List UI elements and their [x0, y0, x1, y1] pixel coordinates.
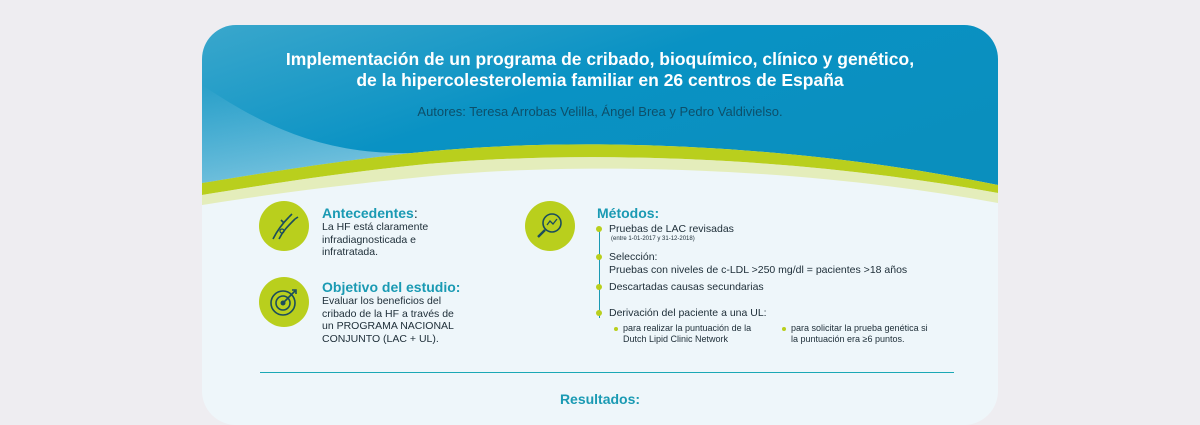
substep-dot [782, 327, 786, 331]
antecedentes-title [322, 205, 418, 221]
substep-2-text [791, 323, 928, 345]
objetivo-line: Evaluar los beneficios del [322, 295, 442, 307]
step-2-text: Selección: [609, 251, 658, 263]
section-divider [260, 372, 954, 373]
antecedentes-line: infradiagnosticada e [322, 233, 416, 246]
substep-1-line: para realizar la puntuación de la [623, 323, 752, 333]
timeline-dot [596, 226, 602, 232]
step-4-text: Derivación del paciente a una UL: [609, 307, 767, 319]
magnifier-chart-icon [525, 201, 575, 251]
target-icon [259, 277, 309, 327]
step-1-text: Pruebas de LAC revisadas [609, 223, 734, 235]
substep-2-line: la puntuación era ≥6 puntos. [791, 334, 905, 344]
timeline-dot [596, 284, 602, 290]
objetivo-line: CONJUNTO (LAC + UL). [322, 332, 439, 345]
authors-line: Autores: Teresa Arrobas Velilla, Ángel Brea y Pedro Valdivielso. [417, 104, 783, 119]
substep-1-text [623, 323, 751, 345]
step-1-date-range: (entre 1-01-2017 y 31-12-2018) [611, 236, 695, 242]
objetivo-line: cribado de la HF a través de [322, 307, 454, 320]
timeline-dot [596, 254, 602, 260]
objetivo-line: un PROGRAMA NACIONAL [322, 320, 454, 332]
antecedentes-line: infratratada. [322, 246, 379, 258]
substep-dot [614, 327, 618, 331]
substep-2-line: para solicitar la prueba genética si [791, 323, 928, 333]
objetivo-title: Objetivo del estudio: [322, 279, 461, 295]
poster-card [202, 25, 998, 425]
objetivo-text [322, 295, 454, 345]
poster-title [202, 49, 998, 91]
step-2-detail: Pruebas con niveles de c-LDL >250 mg/dl = pacientes >18 años [609, 264, 908, 276]
antecedentes-line: La HF está claramente [322, 221, 429, 233]
title-line-1: Implementación de un programa de cribado, bioquímico, clínico y genético, [285, 49, 915, 69]
antecedentes-colon: : [413, 205, 418, 221]
timeline-line [599, 230, 600, 318]
artery-icon [259, 201, 309, 251]
metodos-title: Métodos: [597, 205, 660, 221]
antecedentes-title-text: Antecedentes [322, 205, 414, 221]
substep-1-line: Dutch Lipid Clinic Network [623, 334, 729, 344]
timeline-dot [596, 310, 602, 316]
title-line-2: de la hipercolesterolemia familiar en 26 centros de España [356, 70, 844, 90]
results-title: Resultados: [559, 391, 641, 407]
step-3-text: Descartadas causas secundarias [609, 281, 764, 293]
antecedentes-text [322, 221, 428, 259]
